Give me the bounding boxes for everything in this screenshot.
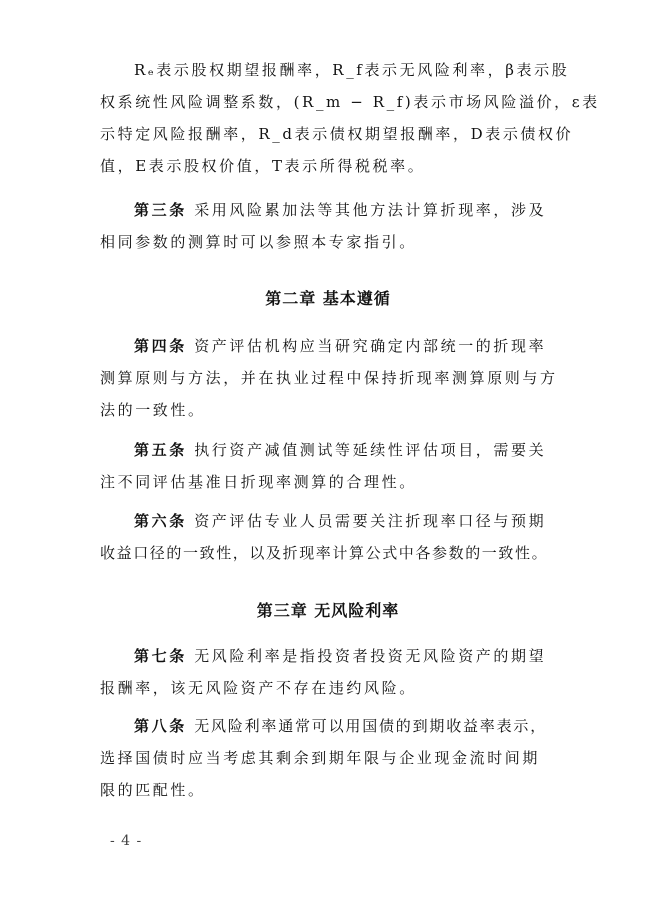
explanation-line-1: Rₑ表示股权期望报酬率，R_f表示无风险利率，β表示股 xyxy=(134,61,570,79)
article-6-text-2: 收益口径的一致性，以及折现率计算公式中各参数的一致性。 xyxy=(100,544,549,562)
article-4-text-3: 法的一致性。 xyxy=(100,401,206,419)
explanation-line-2: 权系统性风险调整系数，(R_m − R_f)表示市场风险溢价，ε表 xyxy=(100,93,600,111)
article-4-heading: 第四条 xyxy=(134,337,187,355)
article-4-text: 资产评估机构应当研究确定内部统一的折现率 xyxy=(194,337,547,355)
chapter-2-title: 第二章 基本遵循 xyxy=(265,289,391,308)
article-7-heading: 第七条 xyxy=(134,647,187,665)
article-7 xyxy=(100,640,570,704)
article-3-text: 采用风险累加法等其他方法计算折现率，涉及 xyxy=(194,201,547,219)
explanation-line-3: 示特定风险报酬率，R_d表示债权期望报酬率，D表示债权价 xyxy=(100,125,574,143)
article-6 xyxy=(100,505,570,569)
article-3-heading: 第三条 xyxy=(134,201,187,219)
article-5-text: 执行资产减值测试等延续性评估项目，需要关 xyxy=(194,441,547,459)
article-3 xyxy=(100,194,570,258)
article-4-text-2: 测算原则与方法，并在执业过程中保持折现率测算原则与方 xyxy=(100,369,558,387)
page-number: - 4 - xyxy=(110,833,143,849)
article-8-heading: 第八条 xyxy=(134,717,187,735)
article-5 xyxy=(100,434,570,498)
article-8-text-3: 限的匹配性。 xyxy=(100,781,206,799)
article-5-text-2: 注不同评估基准日折现率测算的合理性。 xyxy=(100,473,417,491)
article-6-heading: 第六条 xyxy=(134,512,187,530)
article-5-heading: 第五条 xyxy=(134,441,187,459)
article-4 xyxy=(100,330,570,426)
article-8-text: 无风险利率通常可以用国债的到期收益率表示， xyxy=(194,717,547,735)
article-8-text-2: 选择国债时应当考虑其剩余到期年限与企业现金流时间期 xyxy=(100,749,541,767)
article-7-text: 无风险利率是指投资者投资无风险资产的期望 xyxy=(194,647,547,665)
formula-explanation xyxy=(100,54,600,182)
chapter-3-title: 第三章 无风险利率 xyxy=(256,601,400,620)
article-7-text-2: 报酬率，该无风险资产不存在违约风险。 xyxy=(100,679,417,697)
article-6-text: 资产评估专业人员需要关注折现率口径与预期 xyxy=(194,512,547,530)
explanation-line-4: 值，E表示股权价值，T表示所得税税率。 xyxy=(100,157,426,175)
article-3-text-2: 相同参数的测算时可以参照本专家指引。 xyxy=(100,233,417,251)
article-8 xyxy=(100,710,570,806)
